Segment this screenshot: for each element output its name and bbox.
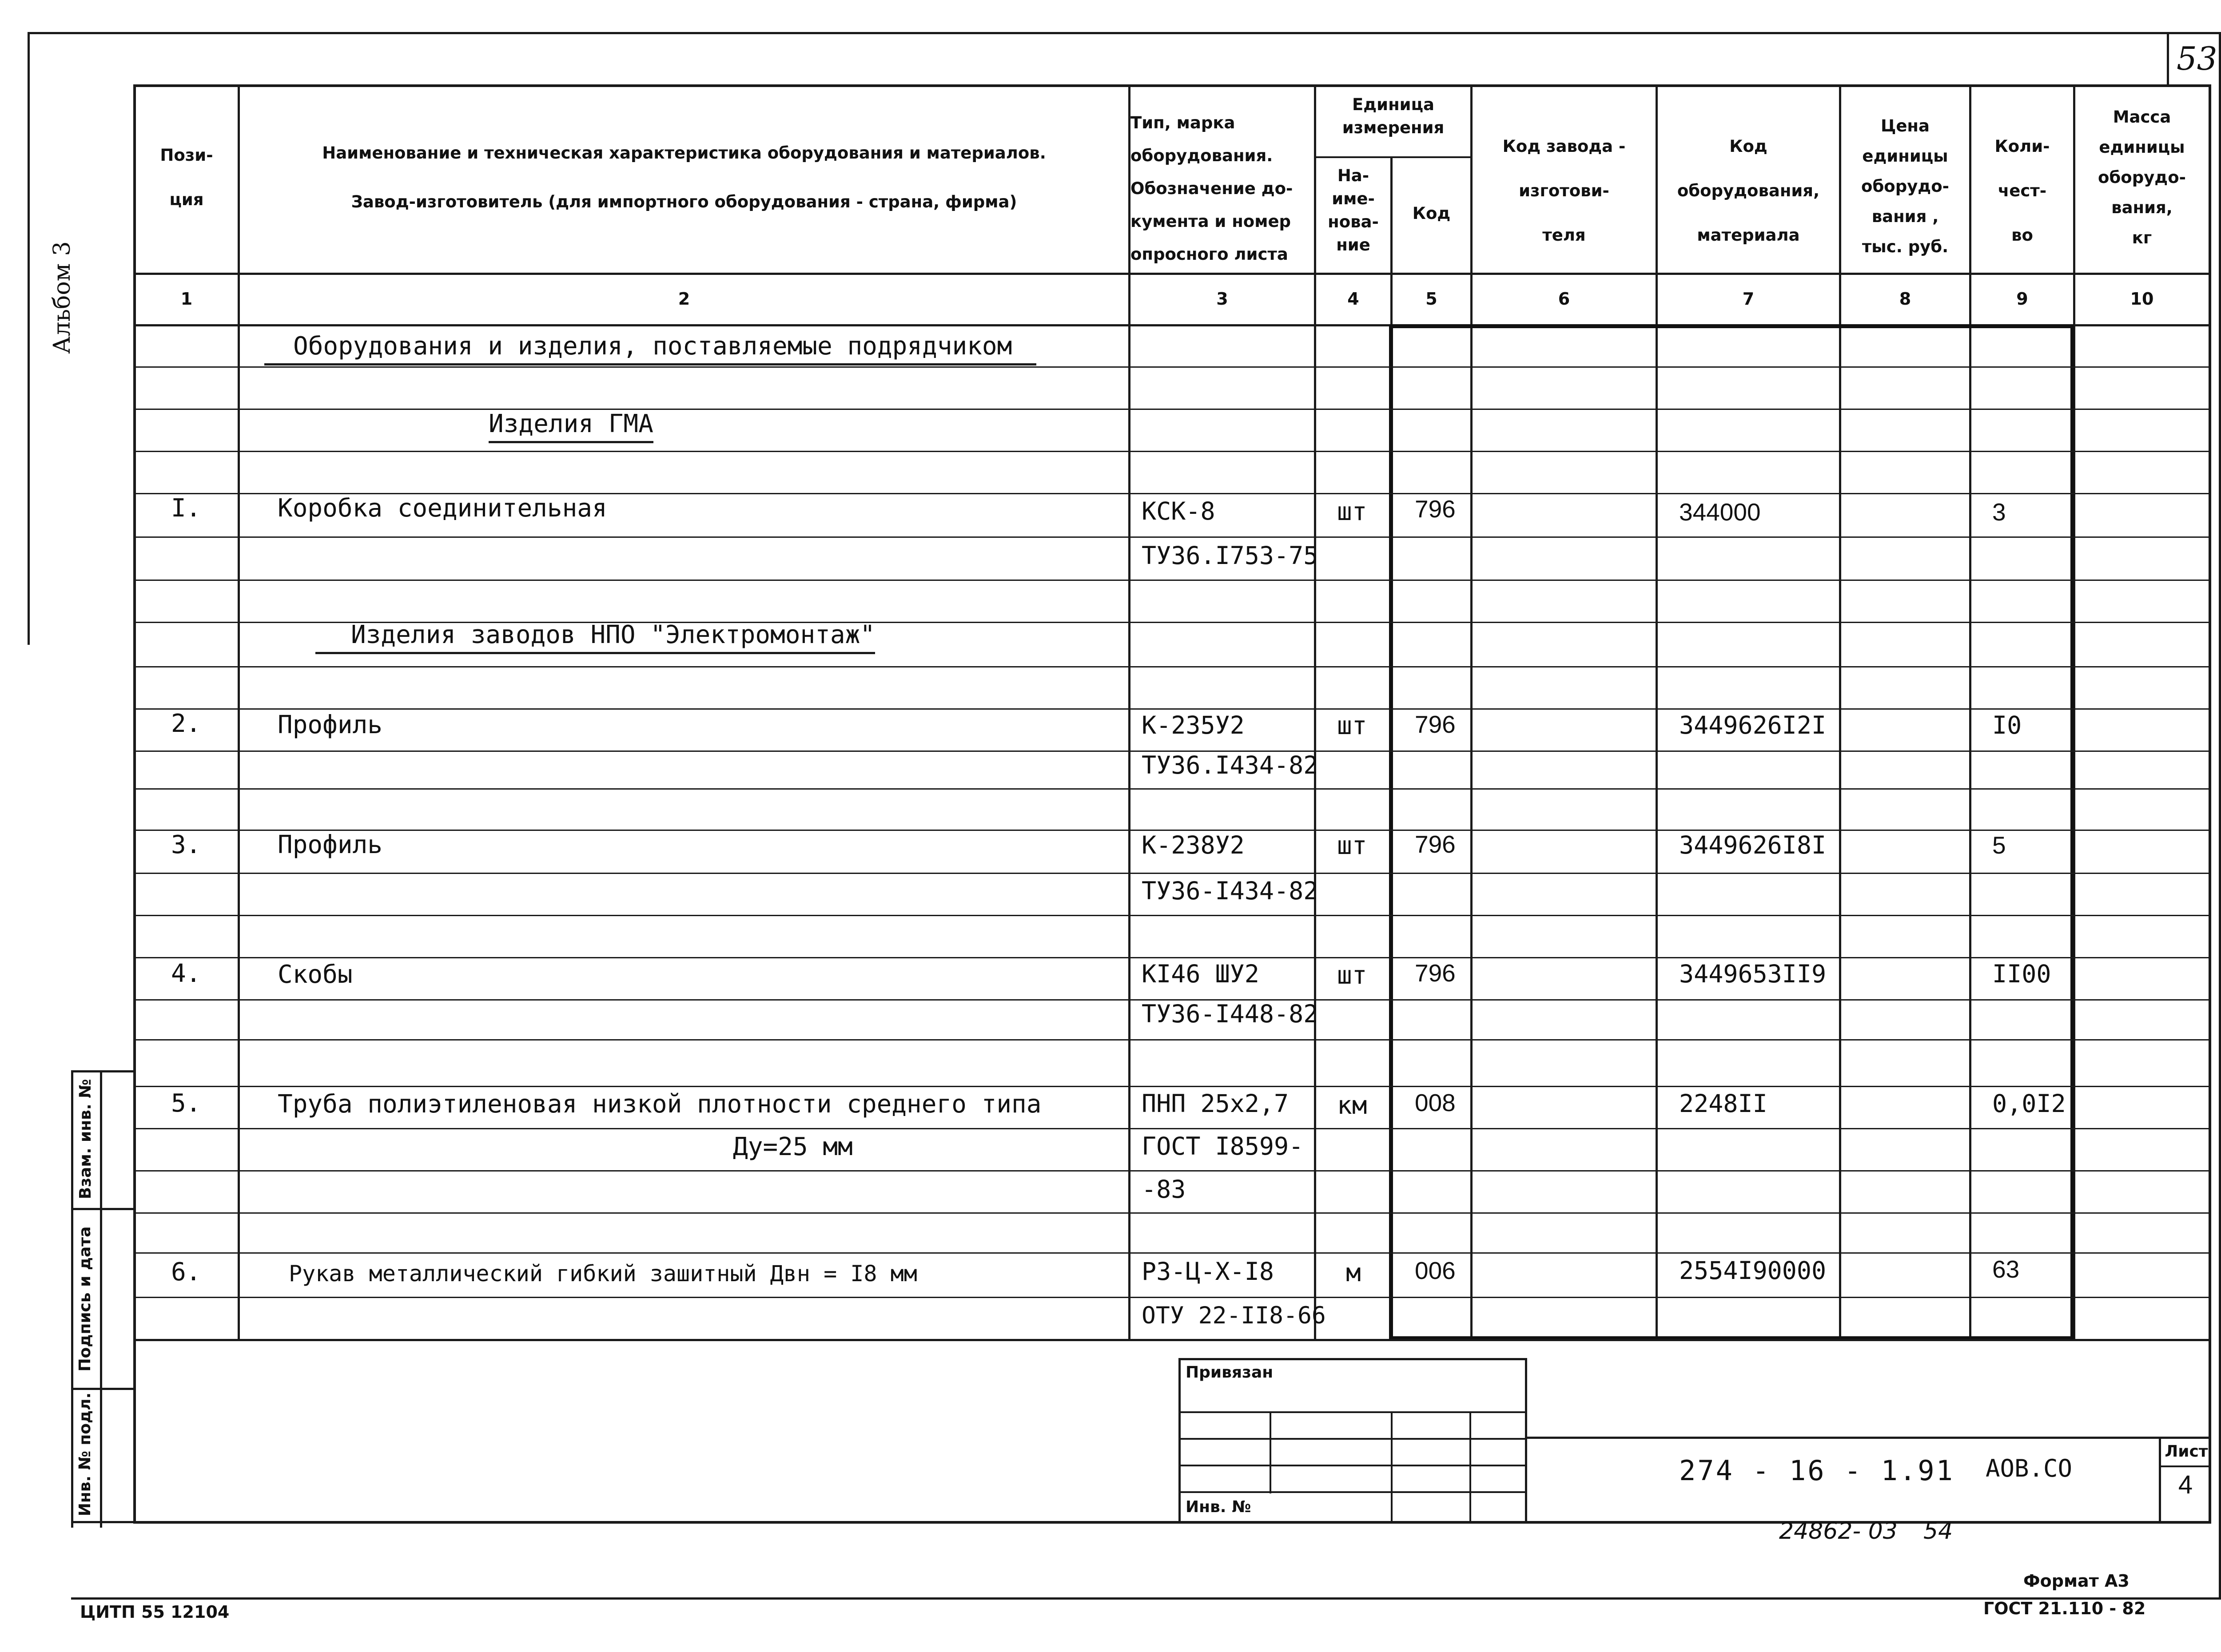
col-num-4: 4 (1347, 289, 1359, 309)
table-outer-bottom (133, 1521, 2211, 1524)
row-4-name: Скобы (278, 960, 353, 989)
row-5-name-2: Ду=25 мм (733, 1132, 853, 1161)
header-col-9: Коли- чест- во (1994, 137, 2050, 245)
col-line-1 (238, 84, 240, 1341)
side-label-vzam: Взам. инв. № (76, 1079, 95, 1199)
row-6-mat-code: 2554I90000 (1679, 1256, 1827, 1285)
row-4-mat-code: 3449653II9 (1679, 960, 1827, 988)
title-block-top (1526, 1437, 2211, 1439)
header-unit-group: Единица измерения (1342, 95, 1445, 137)
row-6-code: 006 (1415, 1257, 1456, 1284)
row-line (133, 1086, 2211, 1087)
side-stamp-left (71, 1070, 73, 1528)
frame-top (28, 32, 2221, 34)
row-line (133, 366, 2211, 368)
row-5-code: 008 (1415, 1089, 1456, 1116)
row-1-type: КСК-8 (1142, 497, 1215, 525)
row-2-name: Профиль (278, 711, 383, 739)
row-5-name: Труба полиэтиленовая низкой плотности среднего типа (278, 1090, 1042, 1119)
row-6-name: Рукав металлический гибкий зашитный Двн = I8 мм (289, 1261, 917, 1287)
col-num-3: 3 (1216, 289, 1228, 309)
table-right (2209, 84, 2211, 1523)
row-line (133, 536, 2211, 538)
row-1-qty: 3 (1992, 498, 2006, 526)
row-line (133, 957, 2211, 958)
col-line-2 (1128, 84, 1130, 1341)
table-top (133, 84, 2211, 87)
unit-group-divider (1315, 156, 1473, 158)
header-col-7: Код оборудования, материала (1677, 137, 1820, 245)
doc-code: 274 - 16 - 1.91 (1679, 1454, 1954, 1487)
row-line (133, 788, 2211, 790)
row-line (133, 409, 2211, 410)
row-1-pos: I. (171, 494, 201, 523)
col-line-3 (1314, 84, 1316, 1341)
section-title-npo: Изделия заводов НПО "Электромонтаж" (351, 620, 875, 651)
inv-no-label: Инв. № (1186, 1498, 1251, 1516)
frame-right (2219, 32, 2221, 1600)
frame-bottom (71, 1597, 2221, 1600)
row-5-pos: 5. (171, 1089, 201, 1118)
row-line (133, 708, 2211, 710)
list-box-divider (2159, 1465, 2211, 1467)
row-3-doc: ТУ36-I434-82 (1142, 877, 1318, 905)
col-num-10: 10 (2130, 289, 2154, 309)
table-body-bottom (133, 1339, 2211, 1341)
row-line (133, 1297, 2211, 1298)
row-6-unit: м (1346, 1259, 1361, 1287)
gost-label: ГОСТ 21.110 - 82 (1983, 1599, 2146, 1618)
header-col-1: Пози- ция (160, 146, 213, 209)
side-stamp-mid (100, 1070, 102, 1528)
header-col-10: Масса единицы оборудо- вания, кг (2098, 107, 2186, 247)
col-num-5: 5 (1425, 289, 1437, 309)
row-5-qty: 0,0I2 (1992, 1089, 2066, 1118)
col-num-8: 8 (1899, 289, 1911, 309)
row-1-doc: ТУ36.I753-75 (1142, 541, 1318, 570)
row-3-unit: шт (1337, 831, 1367, 860)
header-col-2: Наименование и техническая характеристика оборудования и материалов. Завод-изготовитель (для импортного оборудования - страна, фирма) (322, 143, 1046, 211)
row-2-doc: ТУ36.I434-82 (1142, 751, 1318, 779)
row-1-name: Коробка соединительная (278, 494, 607, 523)
row-3-name: Профиль (278, 830, 383, 859)
side-label-inv-podl: Инв. № подл. (76, 1392, 94, 1517)
row-2-type: К-235У2 (1142, 711, 1245, 739)
section-title-contractor: Оборудования и изделия, поставляемые подрядчиком (264, 331, 1036, 362)
row-1-unit: шт (1337, 497, 1367, 526)
row-2-qty: I0 (1992, 711, 2022, 739)
hand-number: 24862- 03 (1779, 1518, 1898, 1545)
row-5-unit: км (1337, 1091, 1367, 1120)
album-label: Альбом 3 (49, 241, 76, 354)
row-line (133, 1039, 2211, 1040)
sheet-mark: 53 (2177, 40, 2217, 77)
row-line (133, 873, 2211, 874)
row-2-pos: 2. (171, 709, 201, 738)
row-line (133, 915, 2211, 916)
row-1-code: 796 (1415, 495, 1456, 523)
row-6-qty: 63 (1992, 1255, 2020, 1283)
format-label: Формат А3 (2023, 1571, 2129, 1591)
row-line (133, 580, 2211, 581)
list-label: Лист (2165, 1442, 2208, 1461)
sheet-mark-box-left (2167, 32, 2169, 85)
side-stamp-bottom (71, 1521, 135, 1523)
row-4-unit: шт (1337, 961, 1367, 990)
row-line (133, 451, 2211, 452)
row-2-unit: шт (1337, 711, 1367, 740)
row-6-doc: ОТУ 22-II8-66 (1142, 1302, 1326, 1329)
col-num-1: 1 (180, 289, 193, 309)
doc-suffix: АОВ.СО (1986, 1454, 2073, 1482)
row-6-type: Р3-Ц-Х-I8 (1142, 1257, 1274, 1286)
row-4-pos: 4. (171, 959, 201, 988)
header-col-5: Код (1412, 204, 1451, 223)
row-6-pos: 6. (171, 1258, 201, 1287)
row-line (133, 1128, 2211, 1129)
row-4-qty: II00 (1992, 960, 2051, 988)
row-line (133, 1252, 2211, 1254)
header-col-3: Тип, марка оборудования. Обозначение до- кумента и номер опросного листа (1130, 113, 1293, 264)
row-5-mat-code: 2248II (1679, 1089, 1767, 1118)
row-3-pos: 3. (171, 830, 201, 859)
col-num-9: 9 (2016, 289, 2028, 309)
row-4-doc: ТУ36-I448-82 (1142, 1000, 1318, 1028)
col-num-7: 7 (1742, 289, 1755, 309)
row-4-code: 796 (1415, 959, 1456, 987)
row-3-mat-code: 3449626I8I (1679, 831, 1827, 859)
row-5-doc: ГОСТ I8599- (1142, 1132, 1304, 1160)
row-5-type: ПНП 25х2,7 (1142, 1089, 1289, 1118)
header-col-8: Цена единицы оборудо- вания , тыс. руб. (1861, 116, 1949, 256)
row-5-doc-2: -83 (1142, 1175, 1186, 1203)
row-4-type: КI46 ШУ2 (1142, 960, 1259, 988)
row-line (133, 1212, 2211, 1214)
col-num-2: 2 (678, 289, 690, 309)
side-label-podpis: Подпись и дата (76, 1226, 94, 1372)
list-number: 4 (2178, 1470, 2193, 1499)
row-3-qty: 5 (1992, 831, 2006, 859)
row-2-code: 796 (1415, 711, 1456, 738)
row-line (133, 1170, 2211, 1171)
row-3-code: 796 (1415, 830, 1456, 858)
privyazan-block (1178, 1358, 1527, 1522)
header-col-4: На- име- нова- ние (1328, 166, 1379, 254)
frame-left-upper (28, 32, 30, 645)
row-line (133, 666, 2211, 667)
privyazan-label: Привязан (1186, 1363, 1274, 1382)
row-2-mat-code: 3449626I2I (1679, 711, 1827, 739)
row-1-mat-code: 344000 (1679, 498, 1761, 526)
header-col-6: Код завода - изготови- теля (1502, 137, 1626, 245)
printer-code: ЦИТП 55 12104 (80, 1602, 230, 1622)
hand-page: 54 (1923, 1518, 1953, 1545)
header-bottom (133, 273, 2211, 275)
section-title-gma: Изделия ГМА (489, 409, 653, 440)
row-3-type: К-238У2 (1142, 831, 1245, 859)
col-num-6: 6 (1558, 289, 1570, 309)
